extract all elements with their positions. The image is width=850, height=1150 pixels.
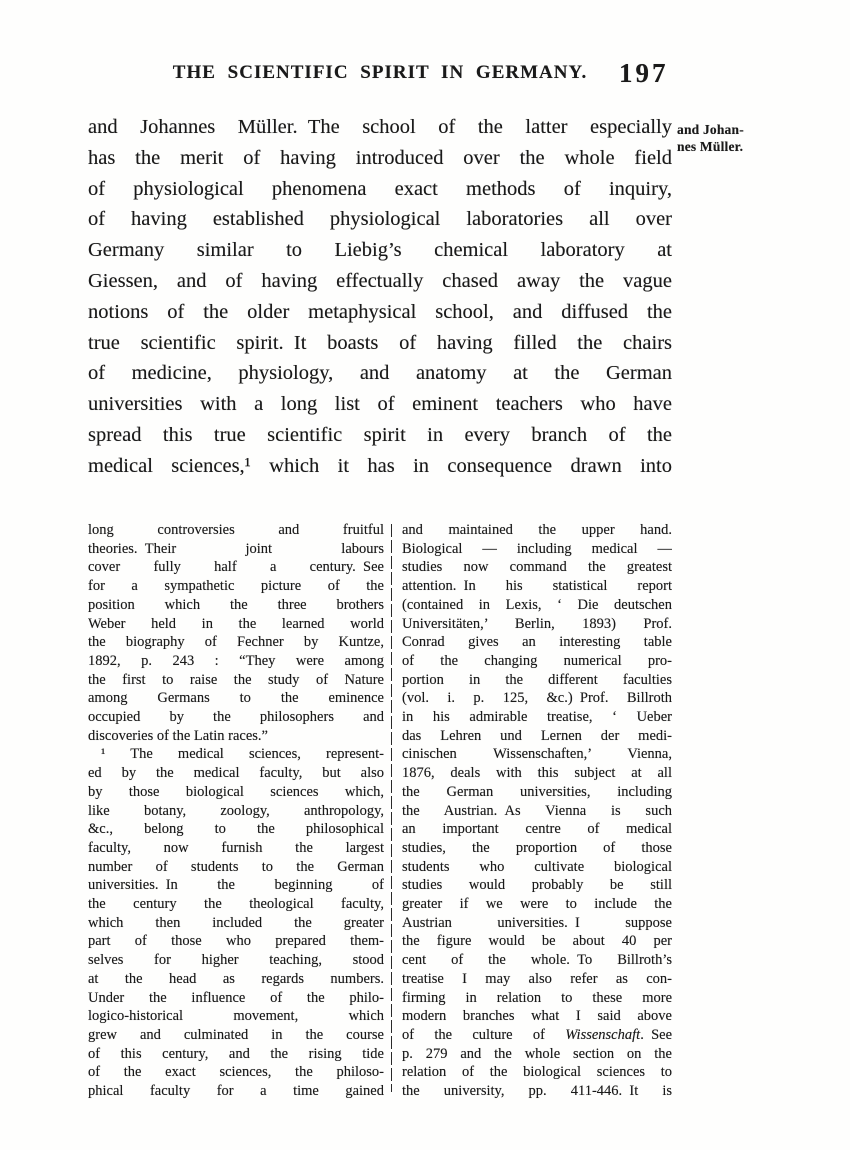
text-line: 1892, p. 243 : “They were among bbox=[88, 652, 384, 669]
text-line: position which the three brothers bbox=[88, 596, 384, 613]
text-line: in his admirable treatise, ‘ Ueber bbox=[402, 709, 672, 726]
footnote-column-divider bbox=[391, 524, 392, 1092]
text-line: treatise I may also refer as con- bbox=[402, 970, 672, 987]
text-line: has the merit of having introduced over the whole field bbox=[88, 146, 672, 169]
text-line: Giessen, and of having effectually chased away the vague bbox=[88, 269, 672, 292]
text-line: true scientific spirit. It boasts of having filled the chairs bbox=[88, 331, 672, 354]
text-line: and Johannes Müller. The school of the latter especially bbox=[88, 116, 672, 138]
text-line: of medicine, physiology, and anatomy at the German bbox=[88, 362, 672, 385]
text-line: logico-historical movement, which bbox=[88, 1008, 384, 1025]
text-line: (vol. i. p. 125, &c.) Prof. Billroth bbox=[402, 690, 672, 707]
text-line: occupied by the philosophers and bbox=[88, 709, 384, 726]
text-line: Universitäten,’ Berlin, 1893) Prof. bbox=[402, 615, 672, 632]
text-line: at the head as regards numbers. bbox=[88, 970, 384, 987]
text-line: universities with a long list of eminent teachers who have bbox=[88, 393, 672, 416]
text-line: portion in the different faculties bbox=[402, 671, 672, 688]
text-line: medical sciences,¹ which it has in consequence drawn into bbox=[88, 454, 672, 477]
text-line: firming in relation to these more bbox=[402, 989, 672, 1006]
text-line: by those biological sciences which, bbox=[88, 783, 384, 800]
text-line: cinischen Wissenschaften,’ Vienna, bbox=[402, 746, 672, 763]
text-line: part of those who prepared them- bbox=[88, 933, 384, 950]
text-line: the Austrian. As Vienna is such bbox=[402, 802, 672, 819]
text-line: of this century, and the rising tide bbox=[88, 1045, 384, 1062]
text-line: Under the influence of the philo- bbox=[88, 989, 384, 1006]
text-line: Weber held in the learned world bbox=[88, 615, 384, 632]
text-line: studies would probably be still bbox=[402, 877, 672, 894]
text-line: greater if we were to include the bbox=[402, 896, 672, 913]
page-number: 197 bbox=[619, 58, 669, 88]
text-line: of the culture of Wissenschaft. See bbox=[402, 1026, 672, 1043]
text-line: the university, pp. 411-446. It is bbox=[402, 1083, 672, 1100]
text-line: and Johan- bbox=[677, 122, 744, 137]
footnote-column-right bbox=[402, 521, 672, 1101]
text-line: nes Müller. bbox=[677, 138, 744, 154]
text-line: ed by the medical faculty, but also bbox=[88, 765, 384, 782]
text-line: and maintained the upper hand. bbox=[402, 522, 672, 538]
text-line: spread this true scientific spirit in every branch of the bbox=[88, 423, 672, 446]
text-line: of the changing numerical pro- bbox=[402, 652, 672, 669]
text-line: of physiological phenomena exact methods of inquiry, bbox=[88, 177, 672, 200]
text-line: cent of the whole. To Billroth’s bbox=[402, 952, 672, 969]
text-line: of the exact sciences, the philoso- bbox=[88, 1064, 384, 1081]
text-line: ¹ The medical sciences, represent- bbox=[101, 746, 384, 763]
text-line: the biography of Fechner by Kuntze, bbox=[88, 634, 384, 651]
text-line: long controversies and fruitful bbox=[88, 522, 384, 538]
text-line: cover fully half a century. See bbox=[88, 559, 384, 576]
text-line: the German universities, including bbox=[402, 783, 672, 800]
text-line: the first to raise the study of Nature bbox=[88, 671, 384, 688]
text-line: p. 279 and the whole section on the bbox=[402, 1045, 672, 1062]
text-line: studies, the proportion of those bbox=[402, 839, 672, 856]
text-line: of having established physiological laboratories all over bbox=[88, 208, 672, 231]
text-line: universities. In the beginning of bbox=[88, 877, 384, 894]
text-line: modern branches what I said above bbox=[402, 1008, 672, 1025]
text-line: (contained in Lexis, ‘ Die deutschen bbox=[402, 596, 672, 613]
text-line: Austrian universities. I suppose bbox=[402, 914, 672, 931]
text-line: number of students to the German bbox=[88, 858, 384, 875]
text-line: grew and culminated in the course bbox=[88, 1026, 384, 1043]
text-line: discoveries of the Latin races.” bbox=[88, 727, 268, 744]
text-line: among Germans to the eminence bbox=[88, 690, 384, 707]
text-line: like botany, zoology, anthropology, bbox=[88, 802, 384, 819]
text-line: notions of the older metaphysical school, and diffused the bbox=[88, 300, 672, 323]
text-line: an important centre of medical bbox=[402, 821, 672, 838]
text-line: theories. Their joint labours bbox=[88, 540, 384, 557]
footnote-column-left bbox=[88, 521, 384, 1101]
running-head-title: THE SCIENTIFIC SPIRIT IN GERMANY. bbox=[172, 62, 588, 83]
main-paragraph bbox=[88, 112, 672, 482]
text-line: which then included the greater bbox=[88, 914, 384, 931]
text-line: relation of the biological sciences to bbox=[402, 1064, 672, 1081]
text-line: selves for higher teaching, stood bbox=[88, 952, 384, 969]
text-line: studies now command the greatest bbox=[402, 559, 672, 576]
text-line: 1876, deals with this subject at all bbox=[402, 765, 672, 782]
text-line: faculty, now furnish the largest bbox=[88, 839, 384, 856]
text-line: Conrad gives an interesting table bbox=[402, 634, 672, 651]
text-line: the century the theological faculty, bbox=[88, 896, 384, 913]
text-line: attention. In his statistical report bbox=[402, 578, 672, 595]
text-line: Biological — including medical — bbox=[402, 540, 672, 557]
margin-note bbox=[677, 122, 812, 155]
text-line: students who cultivate biological bbox=[402, 858, 672, 875]
text-line: phical faculty for a time gained bbox=[88, 1083, 384, 1100]
text-line: &c., belong to the philosophical bbox=[88, 821, 384, 838]
text-line: das Lehren und Lernen der medi- bbox=[402, 727, 672, 744]
text-line: for a sympathetic picture of the bbox=[88, 578, 384, 595]
text-line: Germany similar to Liebig’s chemical laboratory at bbox=[88, 239, 672, 262]
text-line: the figure would be about 40 per bbox=[402, 933, 672, 950]
